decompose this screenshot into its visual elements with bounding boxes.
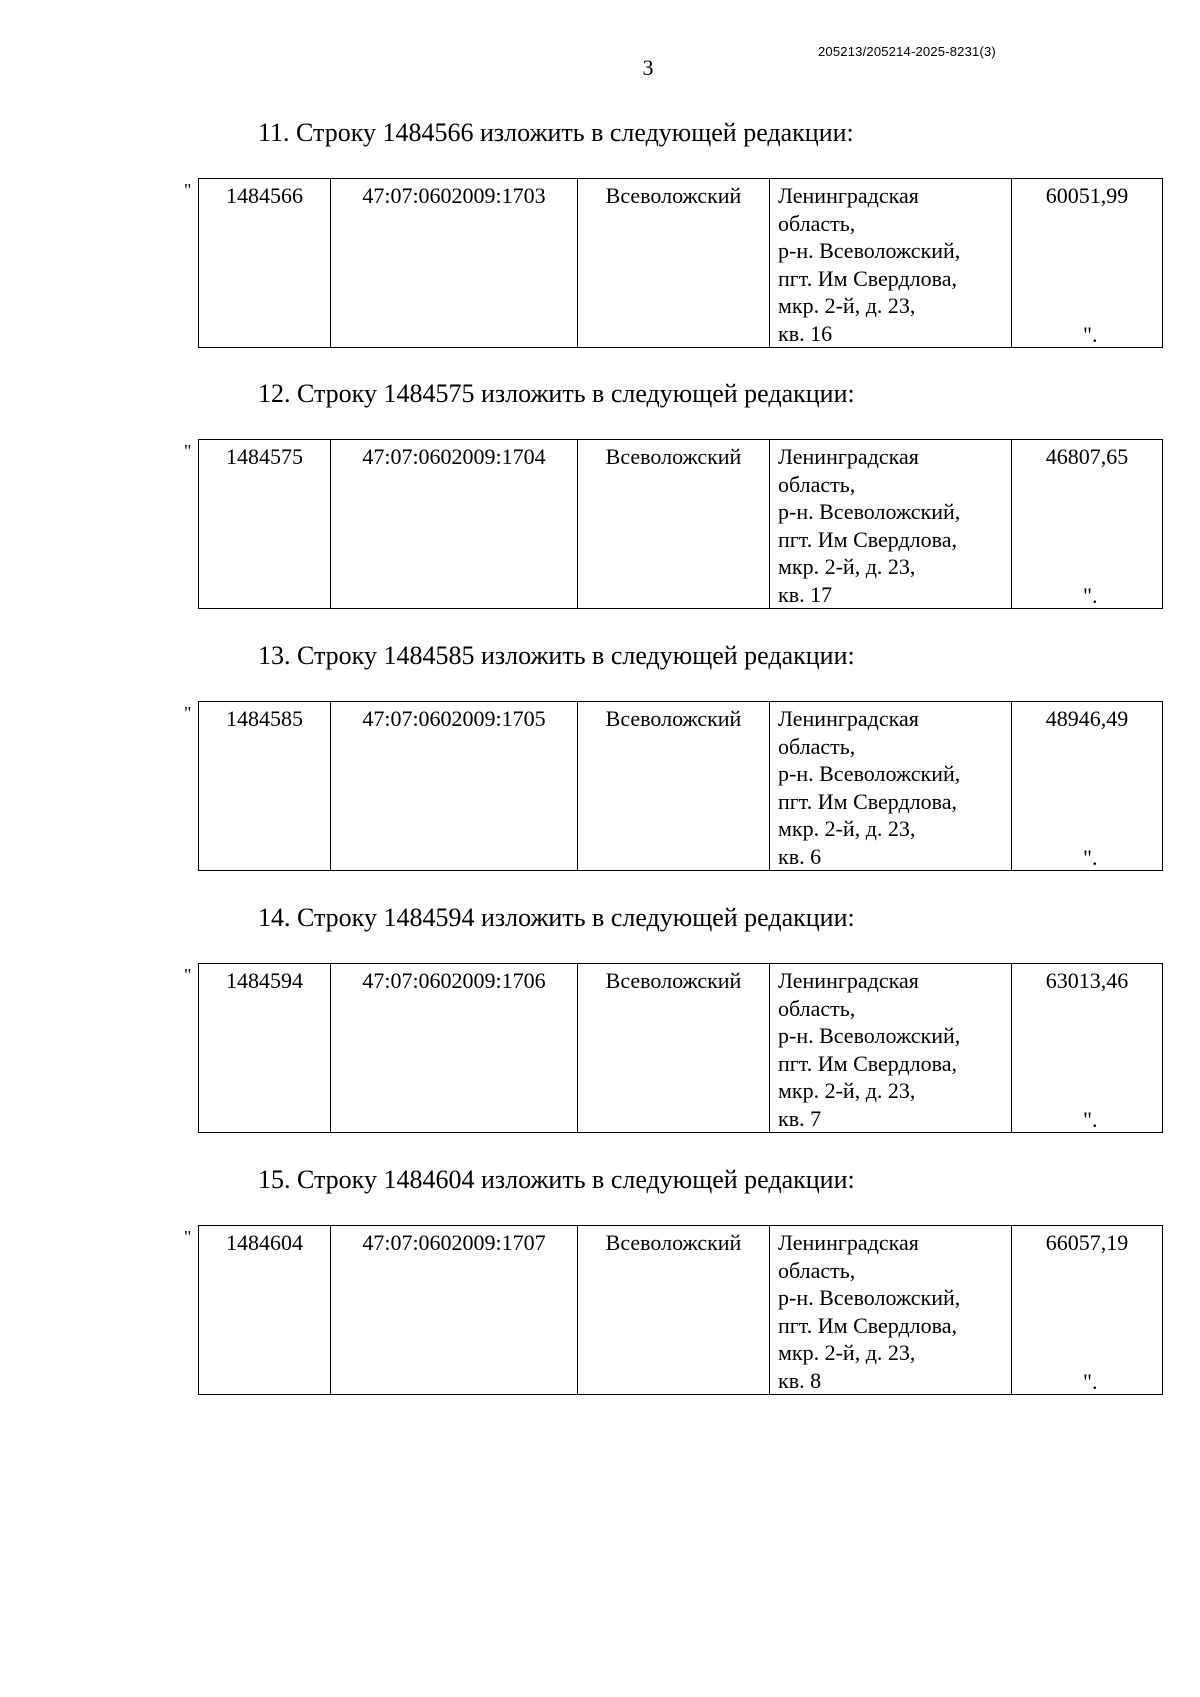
address-line: кв. 6 [778, 843, 822, 869]
row-id-cell: 1484594 [199, 964, 331, 1133]
district-cell: Всеволожский [578, 1226, 770, 1395]
closing-quote: ". [1083, 1369, 1098, 1394]
address-line: Ленинградская [778, 183, 919, 208]
cadastral-number-cell: 47:07:0602009:1707 [331, 1226, 578, 1395]
closing-quote: ". [1083, 583, 1098, 608]
address-line: область, [778, 733, 856, 759]
address-line: пгт. Им Свердлова, [778, 1312, 958, 1338]
amendment-heading: 13. Строку 1484585 изложить в следующей редакции: [258, 641, 855, 670]
opening-quote: " [184, 180, 192, 200]
amendment-heading: 14. Строку 1484594 изложить в следующей редакции: [258, 903, 855, 932]
amendment-heading: 15. Строку 1484604 изложить в следующей редакции: [258, 1165, 855, 1194]
address-cell [770, 179, 1012, 348]
table-row [199, 964, 1163, 1133]
cadastral-number-cell: 47:07:0602009:1705 [331, 702, 578, 871]
address-line: р-н. Всеволожский, [778, 761, 961, 786]
address-line: область, [778, 210, 856, 236]
cadastral-number-cell: 47:07:0602009:1704 [331, 440, 578, 609]
cadastral-value-cell: 66057,19 [1012, 1226, 1163, 1395]
district-cell: Всеволожский [578, 702, 770, 871]
district-cell: Всеволожский [578, 179, 770, 348]
address-line: пгт. Им Свердлова, [778, 1050, 958, 1076]
row-id-cell: 1484575 [199, 440, 331, 609]
amendment-block [0, 1164, 1200, 1404]
address-line: кв. 7 [778, 1105, 822, 1131]
cadastral-value-cell: 48946,49 [1012, 702, 1163, 871]
cadastral-number-cell: 47:07:0602009:1703 [331, 179, 578, 348]
closing-quote: ". [1083, 322, 1098, 347]
amendment-block [0, 902, 1200, 1142]
address-cell [770, 964, 1012, 1133]
cadastral-number-cell: 47:07:0602009:1706 [331, 964, 578, 1133]
cadastral-value-cell: 46807,65 [1012, 440, 1163, 609]
amendment-block [0, 640, 1200, 880]
district-cell: Всеволожский [578, 440, 770, 609]
address-line: р-н. Всеволожский, [778, 1023, 961, 1048]
address-line: мкр. 2-й, д. 23, [778, 1078, 916, 1103]
amendment-table [198, 701, 1163, 871]
address-line: Ленинградская [778, 1230, 919, 1255]
amendment-table [198, 178, 1163, 348]
amendment-heading: 12. Строку 1484575 изложить в следующей редакции: [258, 379, 855, 408]
page-number: 3 [642, 55, 654, 80]
address-line: Ленинградская [778, 444, 919, 469]
address-cell [770, 1226, 1012, 1395]
district-cell: Всеволожский [578, 964, 770, 1133]
address-line: область, [778, 471, 856, 497]
row-id-cell: 1484566 [199, 179, 331, 348]
address-line: кв. 16 [778, 320, 833, 346]
opening-quote: " [184, 441, 192, 461]
opening-quote: " [184, 965, 192, 985]
document-id: 205213/205214-2025-8231(3) [818, 44, 996, 59]
address-line: кв. 17 [778, 581, 833, 607]
address-line: кв. 8 [778, 1367, 822, 1393]
amendment-table [198, 963, 1163, 1133]
amendment-table [198, 1225, 1163, 1395]
address-line: пгт. Им Свердлова, [778, 265, 958, 291]
address-line: р-н. Всеволожский, [778, 499, 961, 524]
row-id-cell: 1484585 [199, 702, 331, 871]
opening-quote: " [184, 1227, 192, 1247]
address-line: Ленинградская [778, 968, 919, 993]
address-line: р-н. Всеволожский, [778, 1285, 961, 1310]
table-row [199, 440, 1163, 609]
address-cell [770, 702, 1012, 871]
table-row [199, 1226, 1163, 1395]
address-line: Ленинградская [778, 706, 919, 731]
table-row [199, 179, 1163, 348]
cadastral-value-cell: 63013,46 [1012, 964, 1163, 1133]
address-line: пгт. Им Свердлова, [778, 788, 958, 814]
amendment-table [198, 439, 1163, 609]
address-line: мкр. 2-й, д. 23, [778, 554, 916, 579]
amendment-heading: 11. Строку 1484566 изложить в следующей редакции: [258, 118, 854, 147]
amendment-block [0, 117, 1200, 357]
table-row [199, 702, 1163, 871]
amendment-block [0, 378, 1200, 618]
address-line: мкр. 2-й, д. 23, [778, 816, 916, 841]
closing-quote: ". [1083, 1107, 1098, 1132]
address-cell [770, 440, 1012, 609]
address-line: мкр. 2-й, д. 23, [778, 1340, 916, 1365]
row-id-cell: 1484604 [199, 1226, 331, 1395]
opening-quote: " [184, 703, 192, 723]
address-line: р-н. Всеволожский, [778, 238, 961, 263]
closing-quote: ". [1083, 845, 1098, 870]
address-line: мкр. 2-й, д. 23, [778, 293, 916, 318]
address-line: пгт. Им Свердлова, [778, 526, 958, 552]
address-line: область, [778, 995, 856, 1021]
cadastral-value-cell: 60051,99 [1012, 179, 1163, 348]
address-line: область, [778, 1257, 856, 1283]
